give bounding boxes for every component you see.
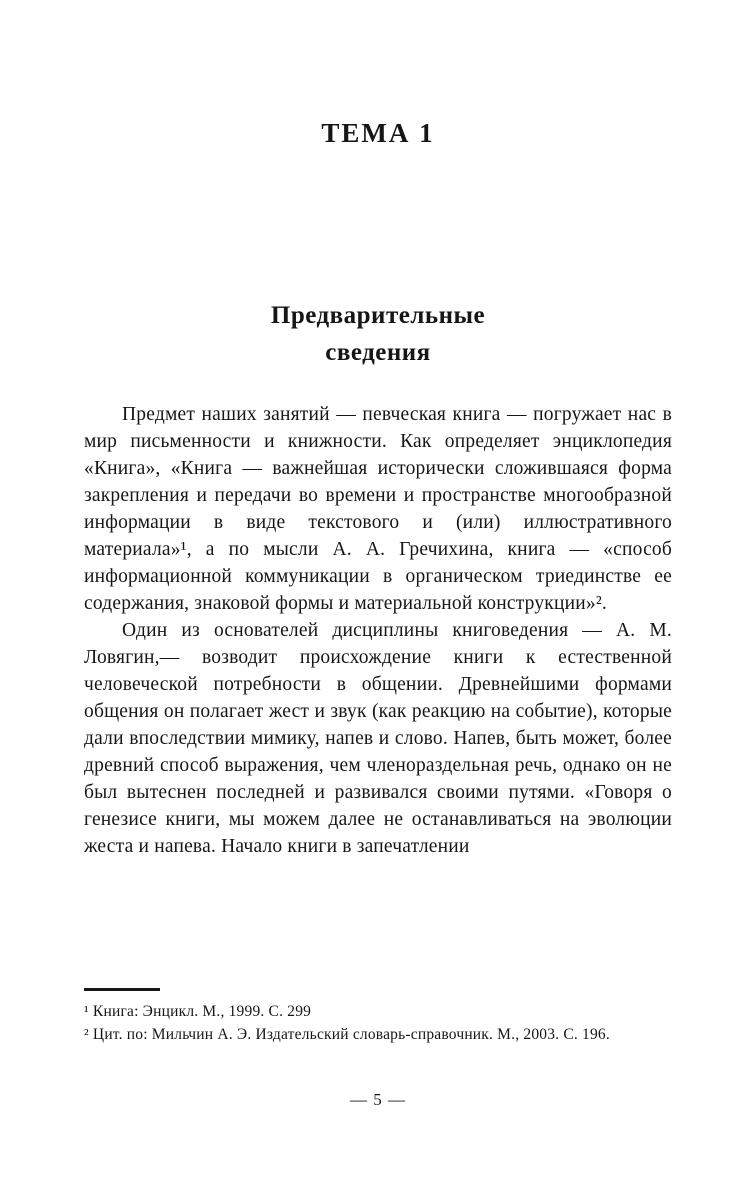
body-text (84, 401, 672, 860)
section-title-line-2: сведения (325, 339, 431, 366)
footnote-1: ¹ Книга: Энцикл. М., 1999. С. 299 (84, 1003, 312, 1020)
footnote-block (84, 988, 672, 1047)
paragraph-2: Один из основателей дисциплины книговедения — А. М. Ловягин,— возводит происхождение книги к естественной человеческой потребности в общении. Древнейшими формами общения он полагает жест и звук (как реакцию на событие), которые дали впоследствии мимику, напев и слово. Напев, быть может, более древний способ выражения, чем членораздельная речь, однако он не был вытеснен последней и развивался своими путями. «Говоря о генезисе книги, мы можем далее не останавливаться на эволюции жеста и напева. Начало книги в запечатлении (84, 620, 672, 857)
page-number: — 5 — (350, 1090, 406, 1109)
section-title-line-1: Предварительные (270, 302, 486, 329)
footnote-separator (84, 988, 160, 991)
footnote-2: ² Цит. по: Мильчин А. Э. Издательский словарь-справочник. М., 2003. С. 196. (84, 1026, 610, 1043)
chapter-heading: ТЕМА 1 (321, 118, 435, 148)
paragraph-1: Предмет наших занятий — певческая книга — погружает нас в мир письменности и книжности. Как определяет энциклопедия «Книга», «Книга — важнейшая исторически сложившаяся форма закрепления и передачи во времени и пространстве многообразной информации в виде текстового и (или) иллюстративного материала»¹, а по мысли А. А. Гречихина, книга — «способ информационной коммуникации в органическом триединстве ее содержания, знаковой формы и материальной конструкции»². (84, 404, 672, 614)
section-title (0, 297, 756, 371)
